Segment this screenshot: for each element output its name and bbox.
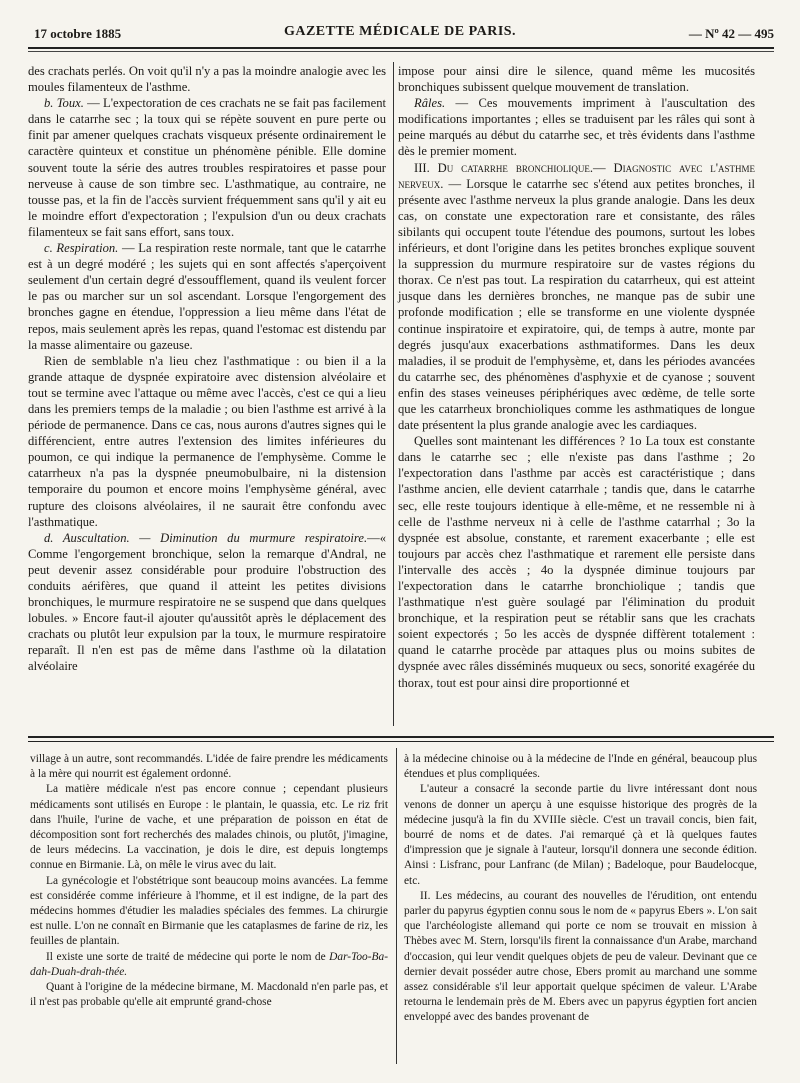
header-rule — [28, 47, 774, 49]
top-left-column — [28, 63, 386, 675]
section-heading: b. Toux. — [44, 96, 84, 111]
section-heading: III. Du catarrhe bronchiolique.— Diagnostic avec l'asthme nerveux. — [398, 160, 755, 191]
paragraph — [398, 160, 755, 434]
header-date: 17 octobre 1885 — [34, 26, 122, 41]
paragraph — [30, 950, 388, 980]
paragraph-text: — La respiration reste normale, tant que le catarrhe est à un degré modéré ; les sujets qui en sont affectés s'aperçoivent seulement d'un certain degré d'essoufflement, quand ils veulent forcer le pas ou marcher sur un sol ascendant. Lorsque l'engorgement des bronches gagne en étendue, l'oppression a lieu même dans l'état de repos, mais seulement après les repas, quand l'estomac est distendu par la masse alimentaire ou gazeuse. — [28, 241, 386, 352]
section-rule — [28, 736, 774, 738]
paragraph: La matière médicale n'est pas encore connue ; cependant plusieurs médicaments sont utilisés en Europe : le plantain, le quassia, etc. Le riz frit dans l'huile, l'urine de vache, et une préparation de poisson en état de décomposition sont fort recherchés des malades chinois, ou plutôt, j'imagine, de leurs médecins. La vaccination, je dois le dire, est depuis longtemps connue en Birmanie. Là, on mêle le virus avec du lait. — [30, 783, 388, 872]
bottom-left-column — [30, 752, 388, 1010]
section-heading: c. Respiration. — [44, 241, 119, 256]
paragraph — [28, 240, 386, 353]
paragraph-text: Il existe une sorte de traité de médecine qui porte le nom de — [46, 950, 330, 963]
top-right-column — [398, 63, 755, 691]
paragraph: L'auteur a consacré la seconde partie du livre intéressant dont nous venons de donner un aperçu à une esquisse historique des progrès de la médecine jusqu'à la fin du XVIIIe siècle. C'est un travail concis, bien fait, bourré de noms et de dates. J'ai remarqué çà et là quelques fautes d'impression que je signale à l'auteur, lorsqu'il donnera une seconde édition. Ainsi : Lisfranc, pour Lanfranc (de Milan) ; Badeloque, pour Baudelocque, etc. — [404, 783, 757, 887]
paragraph — [28, 95, 386, 240]
bottom-right-column — [404, 752, 757, 1026]
paragraph: village à un autre, sont recommandés. L'idée de faire prendre les médicaments à la mère qui nourrit est également ordonné. — [30, 753, 388, 781]
page-header — [26, 22, 774, 44]
header-title: GAZETTE MÉDICALE DE PARIS. — [283, 24, 517, 39]
paragraph: Quant à l'origine de la médecine birmane, M. Macdonald n'en parle pas, et il n'est pas probable qu'elle ait emprunté grand-chose — [30, 981, 388, 1009]
paragraph-text: — L'expectoration de ces crachats ne se fait pas facilement dans le catarrhe sec ; la toux qui se répète souvent en pure perte ou finit par amener quelques crachats visqueux présente ordinairement le caractère quinteux et constitue un phénomène pénible. Elle domine souvent toute la série des autres troubles respiratoires et passe pour nerveuse à cause de son timbre sec. L'asthmatique, au contraire, ne tousse pas, et la fin de l'accès survient fréquemment sans qu'il y ait eu le moindre effort d'expectoration ; l'expulsion d'un ou deux crachats filamenteux se fait sans effort, sans toux. — [28, 96, 386, 239]
paragraph-text: —« Comme l'engorgement bronchique, selon la remarque d'Andral, ne peut devenir assez considérable pour produire l'obstruction des conduits aérifères, que quand il atteint les petites divisions bronchiques, le murmure respiratoire ne se suspend que dans quelques lobules. » Encore faut-il ajouter qu'aussitôt après le déplacement des crachats ou plutôt leur expulsion par la toux, le murmure respiratoire reparaît. Il n'en est pas de même dans l'asthme où la dilatation alvéolaire — [28, 530, 386, 674]
column-divider — [393, 62, 394, 726]
treatise-title: Dar-Too-Ba-dah-Duah-drah-thée. — [30, 950, 388, 978]
paragraph-text: — Lorsque le catarrhe sec s'étend aux petites bronches, il présente avec l'asthme nerveux la plus grande analogie. Dans les deux cas, on constate une expectoration rare et consistante, des râles sibilants qui occupent toute l'étendue des poumons, surtout les lobes inférieurs, et dont l'origine dans les petites bronches explique souvent la suppression du murmure respiratoire sur de vastes régions du thorax. Ce n'est pas tout. La respiration du catarrheux, qui est atteint jusque dans les dernières bronches, ne manque pas de subir une profonde modification ; elle se transforme en une violente dyspnée continue inspiratoire et expiratoire, qui, de temps à autre, monte par degrés jusqu'aux exacerbations asthmatiformes. Dans les deux maladies, il se produit de l'emphysème, et, dans les périodes avancées du catarrhe sec, des phénomènes d'asphyxie et de cyanose ; souvent enfin des stases veineuses périphériques avec œdème, de telle sorte que les catarrheux bronchioliques comme les asthmatiques de longue date présentent la plus grande analogie avec les cardiaques. — [398, 176, 755, 433]
paragraph: à la médecine chinoise ou à la médecine de l'Inde en général, beaucoup plus étendues et plus compliquées. — [404, 753, 757, 781]
column-divider — [396, 748, 397, 1064]
paragraph: impose pour ainsi dire le silence, quand même les mucosités bronchiques subissent quelque mouvement de translation. — [398, 64, 755, 95]
header-issue: — Nº 42 — 495 — [688, 26, 774, 41]
section-heading: Râles. — [414, 96, 446, 111]
paragraph: II. Les médecins, au courant des nouvelles de l'érudition, ont entendu parler du papyrus égyptien connu sous le nom de « papyrus Ebers ». L'on sait que l'archéologiste allemand qui porte ce nom se trouvait en mission à Thèbes avec M. Stern, lorsqu'ils firent la connaissance d'un Arabe, marchand d'occasion, qui leur vendit quelques objets de peu de valeur. Devinant que ce dernier devait posséder autre chose, Ebers promit au marchand une somme assez considérable s'il leur apportait quelque spécimen de valeur. L'Arabe retourna le lendemain près de M. Ebers avec un papyrus égyptien fort ancien enveloppé avec des bandes provenant de — [404, 889, 757, 1024]
paragraph: des crachats perlés. On voit qu'il n'y a pas la moindre analogie avec les moules filamenteux de l'asthme. — [28, 64, 386, 95]
paragraph-text: — Ces mouvements impriment à l'auscultation des modifications importantes ; elles se traduisent par les râles qui sont à peine marqués au début du catarrhe sec, et très évidents dans l'asthme dès le premier moment. — [398, 96, 755, 159]
paragraph: Rien de semblable n'a lieu chez l'asthmatique : ou bien il a la grande attaque de dyspnée expiratoire avec distension alvéolaire et tout se termine avec l'attaque ou même avec l'accès, c'est ce qui a lieu dans les premiers temps de la maladie ; ou bien l'asthme est arrivé à la période de permanence. Dans ce cas, nous aurons d'autres signes qui le différencient, entre autres l'extension des limites inférieures du poumon, ce qui indique la permanence de l'emphysème. Comme le catarrheux n'a pas la dyspnée pneumobulbaire, ni la distension temporaire du poumon et encore moins l'emphysème général, avec rupture des cloisons alvéolaires, il ne saurait être confondu avec l'asthmatique. — [28, 353, 386, 529]
paragraph: Quelles sont maintenant les différences ? 1o La toux est constante dans le catarrhe sec ; elle n'existe pas dans l'asthme ; 2o l'expectoration dans l'asthme par accès est caractéristique ; dans l'asthme ancien, elle devient catarrhale ; tandis que, dans le catarrhe sec, elle reste toujours identique à elle-même, et ne ressemble ni à celle de l'asthme nerveux ni à celle de l'asthme catarrhal ; 3o la dyspnée est absolue, constante, et rarement exacerbante ; elle est toujours par accès chez l'asthmatique et rarement elle persiste dans l'intervalle des accès ; 4o la dyspnée diminue toujours par l'expectoration dans le catarrhe bronchiolique ; tandis que l'asthmatique n'est guère soulagé par l'élimination du produit bronchique, et la respiration peut se rétablir sans que les crachats soient expectorés ; 5o les accès de dyspnée diffèrent totalement : quand le catarrhe procède par attaques plus ou moins subites de dyspnée avec râles disséminés muqueux ou secs, sonorité exagérée du thorax, tout est pour ainsi dire proportionné et — [398, 434, 755, 690]
header-rule-thin — [28, 51, 774, 52]
paragraph: La gynécologie et l'obstétrique sont beaucoup moins avancées. La femme est considérée comme inférieure à l'homme, et il est indigne, de la part des médecins hommes d'étudier les maladies spéciales des femmes. La chirurgie est nulle. L'on ne connaît en Birmanie que les cataplasmes de farine de riz, les feuilles de plantain. — [30, 874, 388, 948]
section-heading: d. Auscultation. — Diminution du murmure respiratoire. — [44, 530, 368, 545]
paragraph — [398, 95, 755, 159]
section-rule-thin — [28, 741, 774, 742]
paragraph — [28, 530, 386, 675]
